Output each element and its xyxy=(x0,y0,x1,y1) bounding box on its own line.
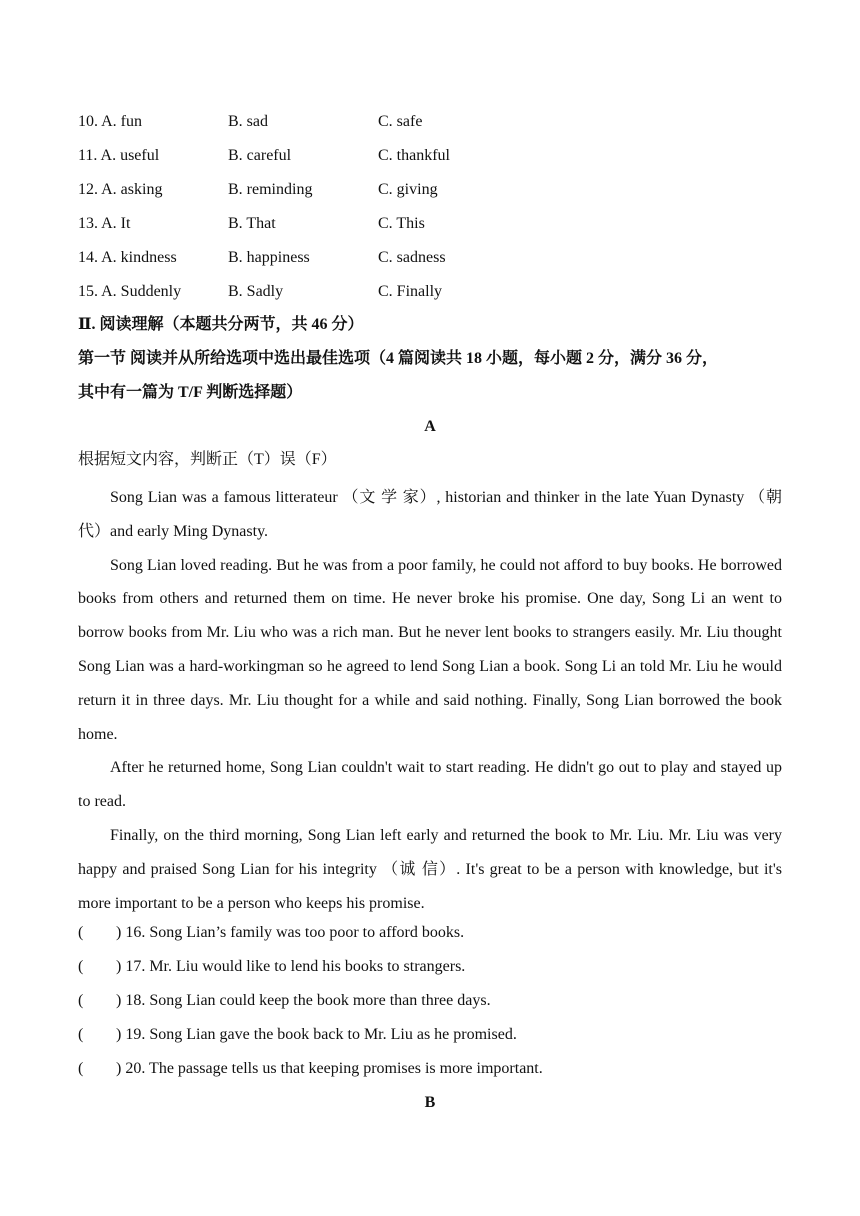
answer-blank: ( xyxy=(78,958,84,975)
paragraph: Song Lian was a famous litterateur （文 学 家）, historian and thinker in the late Yuan Dynasty （朝代）and early Ming Dynasty. xyxy=(78,489,782,540)
section-heading: Ⅱ. 阅读理解（本题共分两节，共 46 分） xyxy=(78,316,364,333)
option-c: C. thankful xyxy=(378,147,450,164)
option-b: B. reminding xyxy=(228,181,313,198)
question-text: ) 16. Song Lian’s family was too poor to afford books. xyxy=(116,924,465,941)
tf-question-17 xyxy=(78,955,465,979)
tf-question-16 xyxy=(78,921,464,945)
option-b: B. sad xyxy=(228,113,268,130)
answer-blank: ( xyxy=(78,924,84,941)
paragraph: After he returned home, Song Lian couldn't wait to start reading. He didn't go out to play and stayed up to read. xyxy=(78,759,782,811)
paragraph: Finally, on the third morning, Song Lian left early and returned the book to Mr. Liu. Mr. Liu was very happy and praised Song Lian for his integrity （诚 信）. It's great to be a person with knowledge, but it's more important to be a person who keeps his promise. xyxy=(78,826,782,912)
option-c: C. Finally xyxy=(378,283,443,300)
tf-question-20 xyxy=(78,1057,543,1081)
option-a: 11. A. useful xyxy=(78,147,160,164)
option-b: B. That xyxy=(228,215,276,232)
option-c: C. This xyxy=(378,215,425,232)
option-a: 10. A. fun xyxy=(78,113,142,130)
question-text: ) 17. Mr. Liu would like to lend his books to strangers. xyxy=(116,958,466,975)
option-a: 13. A. It xyxy=(78,215,131,232)
passage-a-body xyxy=(78,481,782,920)
question-text: ) 20. The passage tells us that keeping promises is more important. xyxy=(116,1060,543,1077)
answer-blank: ( xyxy=(78,992,84,1009)
tf-question-19 xyxy=(78,1023,517,1047)
option-b: B. Sadly xyxy=(228,283,284,300)
question-text: ) 19. Song Lian gave the book back to Mr. Liu as he promised. xyxy=(116,1026,517,1043)
option-b: B. happiness xyxy=(228,249,310,266)
tf-instruction: 根据短文内容，判断正（T）误（F） xyxy=(78,451,337,468)
option-a: 12. A. asking xyxy=(78,181,163,198)
answer-blank: ( xyxy=(78,1060,84,1077)
paragraph: Song Lian loved reading. But he was from a poor family, he could not afford to buy books. He borrowed books from others and returned them on time. He never broke his promise. One day, Song Li an went to borrow books from Mr. Liu who was a rich man. But he never lent books to strangers easily. Mr. Liu thought Song Lian was a hard-workingman so he agreed to lend Song Lian a book. Song Li an told Mr. Liu he would return it in three days. Mr. Liu thought for a while and said nothing. Finally, Song Lian borrowed the book home. xyxy=(78,556,782,743)
option-c: C. giving xyxy=(378,181,438,198)
option-a: 14. A. kindness xyxy=(78,249,177,266)
subsection-heading-line-2: 其中有一篇为 T/F 判断选择题） xyxy=(78,384,303,401)
option-b: B. careful xyxy=(228,147,292,164)
subsection-heading-line-1: 第一节 阅读并从所给选项中选出最佳选项（4 篇阅读共 18 小题，每小题 2 分，满分 36 分， xyxy=(78,350,719,367)
question-text: ) 18. Song Lian could keep the book more than three days. xyxy=(116,992,491,1009)
answer-blank: ( xyxy=(78,1026,84,1043)
passage-a-title: A xyxy=(424,418,436,435)
option-c: C. sadness xyxy=(378,249,446,266)
passage-b-title: B xyxy=(424,1094,436,1111)
option-a: 15. A. Suddenly xyxy=(78,283,182,300)
option-c: C. safe xyxy=(378,113,423,130)
tf-question-18 xyxy=(78,989,491,1013)
